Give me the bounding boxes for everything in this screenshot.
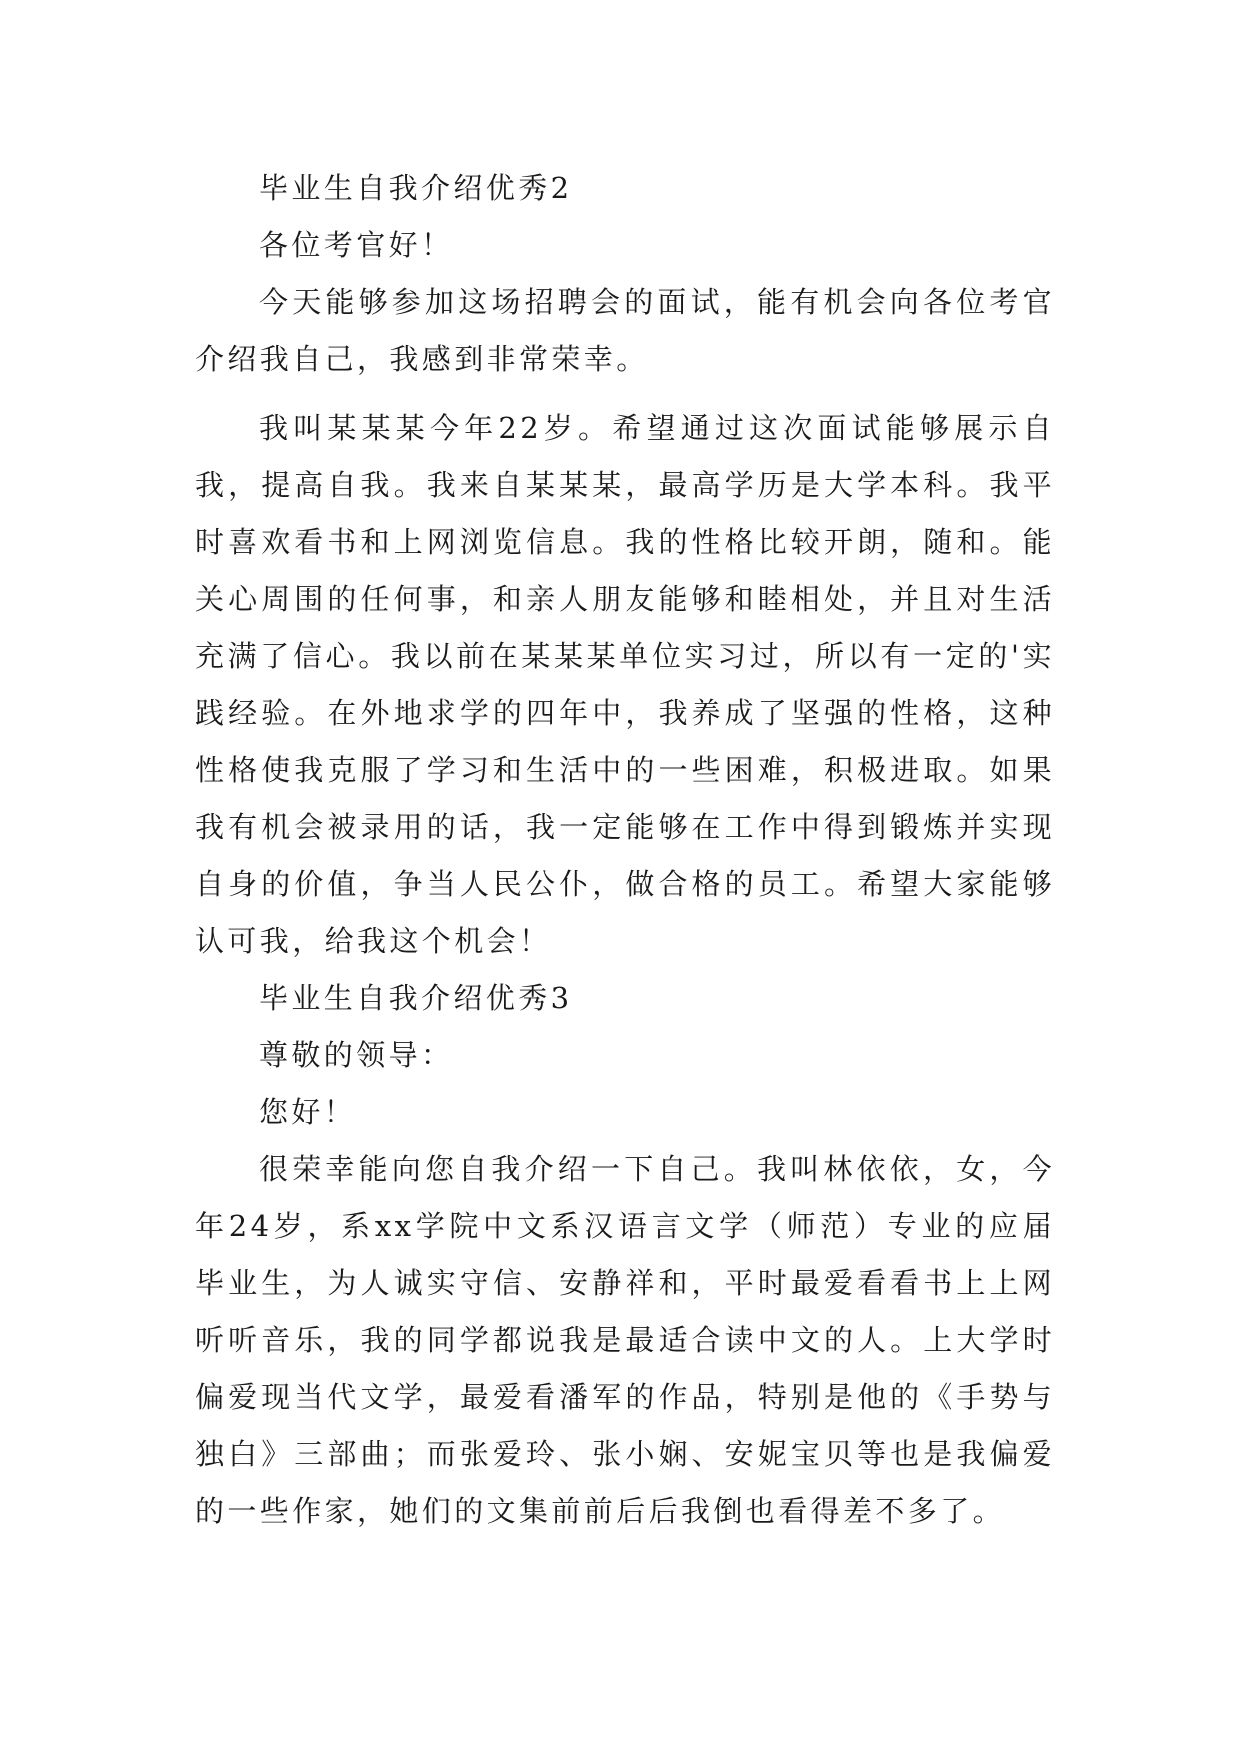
document-body [195, 160, 1055, 1540]
body-paragraph: 我叫某某某今年22岁。希望通过这次面试能够展示自我，提高自我。我来自某某某，最高学历是大学本科。我平时喜欢看书和上网浏览信息。我的性格比较开朗，随和。能关心周围的任何事，和亲人朋友能够和睦相处，并且对生活充满了信心。我以前在某某某单位实习过，所以有一定的'实践经验。在外地求学的四年中，我养成了坚强的性格，这种性格使我克服了学习和生活中的一些困难，积极进取。如果我有机会被录用的话，我一定能够在工作中得到锻炼并实现自身的价值，争当人民公仆，做合格的员工。希望大家能够认可我，给我这个机会！ [195, 411, 1055, 958]
section-heading-2: 毕业生自我介绍优秀2 [259, 171, 573, 205]
greeting-hello: 您好！ [259, 1095, 357, 1129]
body-paragraph: 很荣幸能向您自我介绍一下自己。我叫林依依，女，今年24岁，系xx学院中文系汉语言文学（师范）专业的应届毕业生，为人诚实守信、安静祥和，平时最爱看看书上上网听听音乐，我的同学都说我是最适合读中文的人。上大学时偏爱现当代文学，最爱看潘军的作品，特别是他的《手势与独白》三部曲；而张爱玲、张小娴、安妮宝贝等也是我偏爱的一些作家，她们的文集前前后后我倒也看得差不多了。 [195, 1152, 1055, 1528]
body-paragraph: 今天能够参加这场招聘会的面试，能有机会向各位考官介绍我自己，我感到非常荣幸。 [195, 285, 1055, 376]
greeting-examiners: 各位考官好！ [259, 228, 454, 262]
section-heading-3: 毕业生自我介绍优秀3 [259, 981, 573, 1015]
salutation-leaders: 尊敬的领导： [259, 1038, 454, 1072]
